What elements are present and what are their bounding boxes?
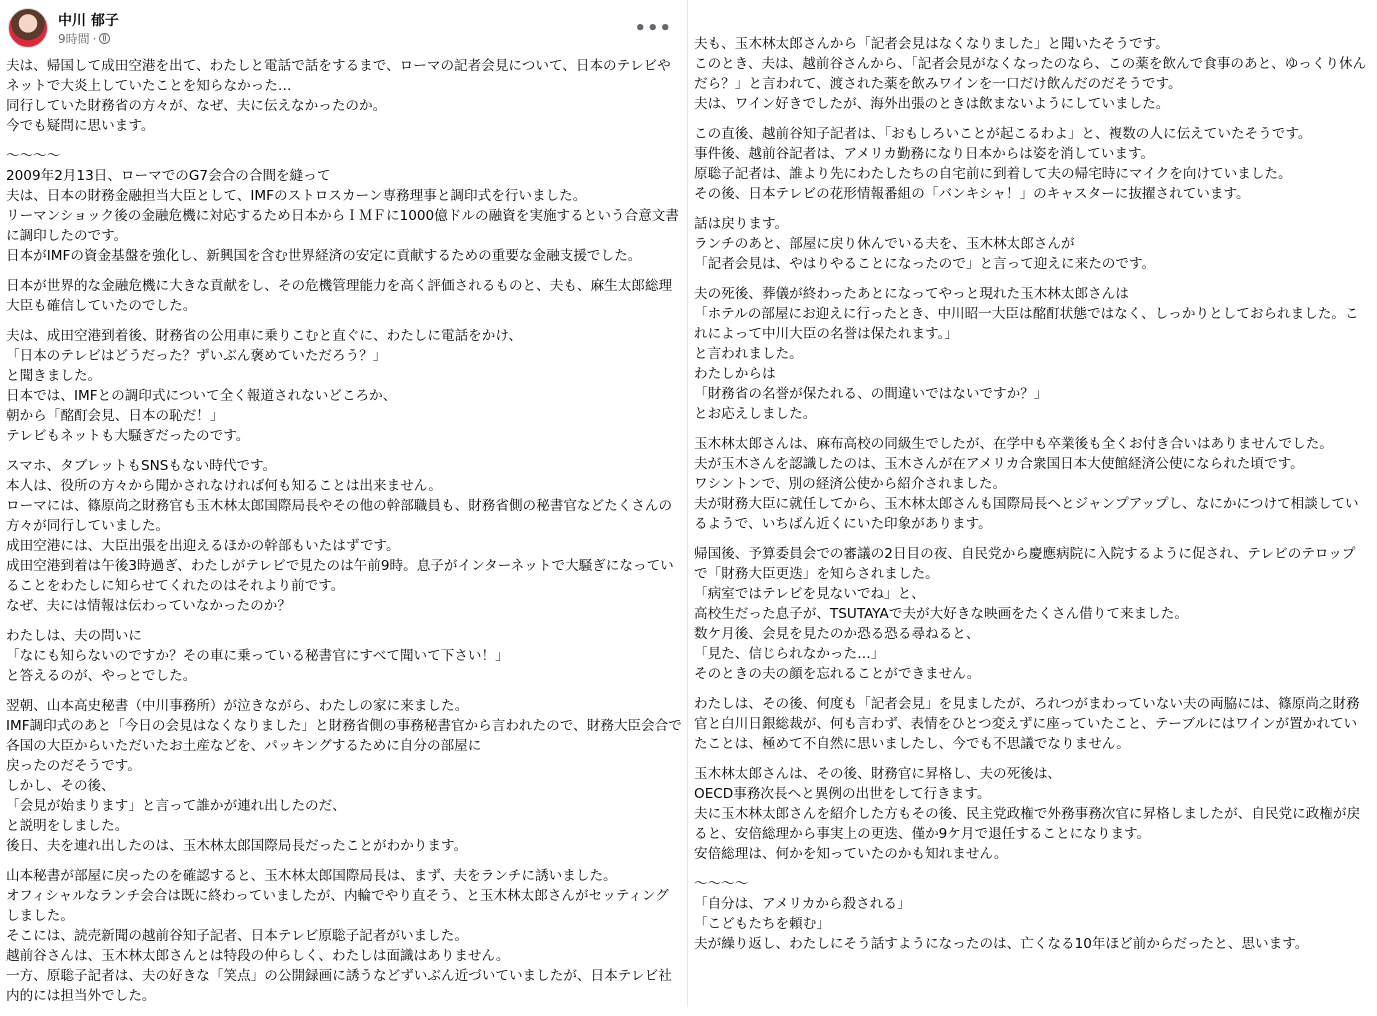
post-body-left <box>6 56 682 1016</box>
post-time[interactable]: 9時間 <box>58 32 90 46</box>
paragraph: 山本秘書が部屋に戻ったのを確認すると、玉木林太郎国際局長は、まず、夫をランチに誘いました。 オフィシャルなランチ会合は既に終わっていましたが、内輪でやり直そう、と玉木林太郎さんがセッティングしました。 そこには、読売新聞の越前谷知子記者、日本テレビ原聡子記者がいました。 越前谷さんは、玉木林太郎さんとは特段の仲らしく、わたしは面識はありません。 一方、原聡子記者は、夫の好きな「笑点」の公開録画に誘うなどずいぶん近づいていましたが、日本テレビ社内的には担当外でした。 <box>6 868 672 1004</box>
paragraph: 帰国後、予算委員会での審議の2日目の夜、自民党から慶應病院に入院するように促され、テレビのテロップで「財務大臣更迭」を知らされました。 「病室ではテレビを見ないでね」と、 高校生だった息子が、TSUTAYAで夫が大好きな映画をたくさん借りて来ました。 数ケ月後、会見を見たのか恐る恐る尋ねると、 「見た、信じられなかった…」 そのときの夫の顔を忘れることができません。 <box>694 546 1356 682</box>
paragraph: 玉木林太郎さんは、麻布高校の同級生でしたが、在学中も卒業後も全くお付き合いはありませんでした。 夫が玉木さんを認識したのは、玉木さんが在アメリカ合衆国日本大使館経済公使になられた頃です。 ワシントンで、別の経済公使から紹介されました。 夫が財務大臣に就任してから、玉木林太郎さんも国際局長へとジャンプアップし、なにかにつけて相談しているようで、いちばん近くにいた印象があります。 <box>694 436 1359 532</box>
avatar[interactable] <box>8 8 48 48</box>
paragraph: 玉木林太郎さんは、その後、財務官に昇格し、夫の死後は、 OECD事務次長へと異例の出世をして行きます。 夫に玉木林太郎さんを紹介した方もその後、民主党政権で外務事務次官に昇格しましたが、自民党に政権が戻ると、安倍総理から事実上の更迭、僅か9ケ月で退任することになります。 安倍総理は、何かを知っていたのかも知れません。 <box>694 766 1361 862</box>
globe-icon <box>99 33 110 44</box>
paragraph: わたしは、夫の問いに 「なにも知らないのですか？その車に乗っている秘書官にすべて聞いて下さい！」 と答えるのが、やっとでした。 <box>6 628 509 684</box>
post-meta <box>58 30 110 47</box>
paragraph: 夫は、帰国して成田空港を出て、わたしと電話で話をするまで、ローマの記者会見について、日本のテレビやネットで大炎上していたことを知らなかった… 同行していた財務省の方々が、なぜ、夫に伝えなかったのか。 今でも疑問に思います。 <box>6 58 671 134</box>
post-right-column <box>688 0 1377 1007</box>
more-options-icon[interactable]: ••• <box>634 18 672 39</box>
author-name[interactable]: 中川 郁子 <box>58 13 119 29</box>
paragraph: わたしは、その後、何度も「記者会見」を見ましたが、ろれつがまわっていない夫の両脇には、篠原尚之財務官と白川日銀総裁が、何も言わず、表情をひとつ変えずに座っていたこと、テーブルにはワインが置かれていたことは、極めて不自然に思いましたし、今でも不思議でなりません。 <box>694 696 1360 752</box>
paragraph: スマホ、タブレットもSNSもない時代です。 本人は、役所の方々から聞かされなければ何も知ることは出来ません。 ローマには、篠原尚之財務官も玉木林太郎国際局長やその他の幹部職員も、財務省側の秘書官などたくさんの方々が同行していました。 成田空港には、大臣出張を出迎えるほかの幹部もいたはずです。 成田空港到着は午後3時過ぎ、わたしがテレビで見たのは午前9時。息子がインターネットで大騒ぎになっていることをわたしに知らせてくれたのはそれより前です。 なぜ、夫には情報は伝わっていなかったのか？ <box>6 458 674 614</box>
meta-separator: · <box>92 31 97 46</box>
paragraph: 〜〜〜〜 「自分は、アメリカから殺される」 「こどもたちを頼む」 夫が繰り返し、わたしにそう話すようになったのは、亡くなる10年ほど前からだったと、思います。 <box>694 876 1309 952</box>
paragraph: この直後、越前谷知子記者は、「おもしろいことが起こるわよ」と、複数の人に伝えていたそうです。 事件後、越前谷記者は、アメリカ勤務になり日本からは姿を消しています。 原聡子記者は、誰より先にわたしたちの自宅前に到着して夫の帰宅時にマイクを向けていました。 その後、日本テレビの花形情報番組の「バンキシャ！」のキャスターに抜擢されています。 <box>694 126 1312 202</box>
paragraph: 夫は、成田空港到着後、財務省の公用車に乗りこむと直ぐに、わたしに電話をかけ、 「日本のテレビはどうだった？ずいぶん褒めていただろう？」 と聞きました。 日本では、IMFとの調印式について全く報道されないどころか、 朝から「酩酊会見、日本の恥だ！」 テレビもネットも大騒ぎだったのです。 <box>6 328 523 444</box>
paragraph: 日本が世界的な金融危機に大きな貢献をし、その危機管理能力を高く評価されるものと、夫も、麻生太郎総理大臣も確信していたのでした。 <box>6 278 673 314</box>
paragraph: 話は戻ります。 ランチのあと、部屋に戻り休んでいる夫を、玉木林太郎さんが 「記者会見は、やはりやることになったので」と言って迎えに来たのです。 <box>694 216 1156 272</box>
post-body-right <box>694 34 1367 964</box>
paragraph: 翌朝、山本高史秘書（中川事務所）が泣きながら、わたしの家に来ました。 IMF調印式のあと「今日の会見はなくなりました」と財務省側の事務秘書官から言われたので、財務大臣会合で各国の大臣からいただいたお土産などを、パッキングするために自分の部屋に 戻ったのだそうです。 しかし、その後、 「会見が始まります」と言って誰かが連れ出したのだ、 と説明をしました。 後日、夫を連れ出したのは、玉木林太郎国際局長だったことがわかります。 <box>6 698 682 854</box>
paragraph: 夫も、玉木林太郎さんから「記者会見はなくなりました」と聞いたそうです。 このとき、夫は、越前谷さんから、「記者会見がなくなったのなら、この薬を飲んで食事のあと、ゆっくり休んだら？」と言われて、渡された薬を飲みワインを一口だけ飲んだのだそうです。 夫は、ワイン好きでしたが、海外出張のときは飲まないようにしていました。 <box>694 36 1367 112</box>
post-left-column <box>0 0 688 1007</box>
paragraph: 夫の死後、葬儀が終わったあとになってやっと現れた玉木林太郎さんは 「ホテルの部屋にお迎えに行ったとき、中川昭一大臣は酩酊状態ではなく、しっかりとしておられました。これによって中川大臣の名誉は保たれます。」 と言われました。 わたしからは 「財務省の名誉が保たれる、の間違いではないですか？」 とお応えしました。 <box>694 286 1359 422</box>
paragraph: 〜〜〜〜 2009年2月13日、ローマでのG7会合の合間を縫って 夫は、日本の財務金融担当大臣として、IMFのストロスカーン専務理事と調印式を行いました。 リーマンショック後の金融危機に対応するため日本からＩＭＦに1000億ドルの融資を実施するという合意文書に調印したのです。 日本がIMFの資金基盤を強化し、新興国を含む世界経済の安定に貢献するための重要な金融支援でした。 <box>6 148 679 264</box>
post-header <box>8 8 680 52</box>
